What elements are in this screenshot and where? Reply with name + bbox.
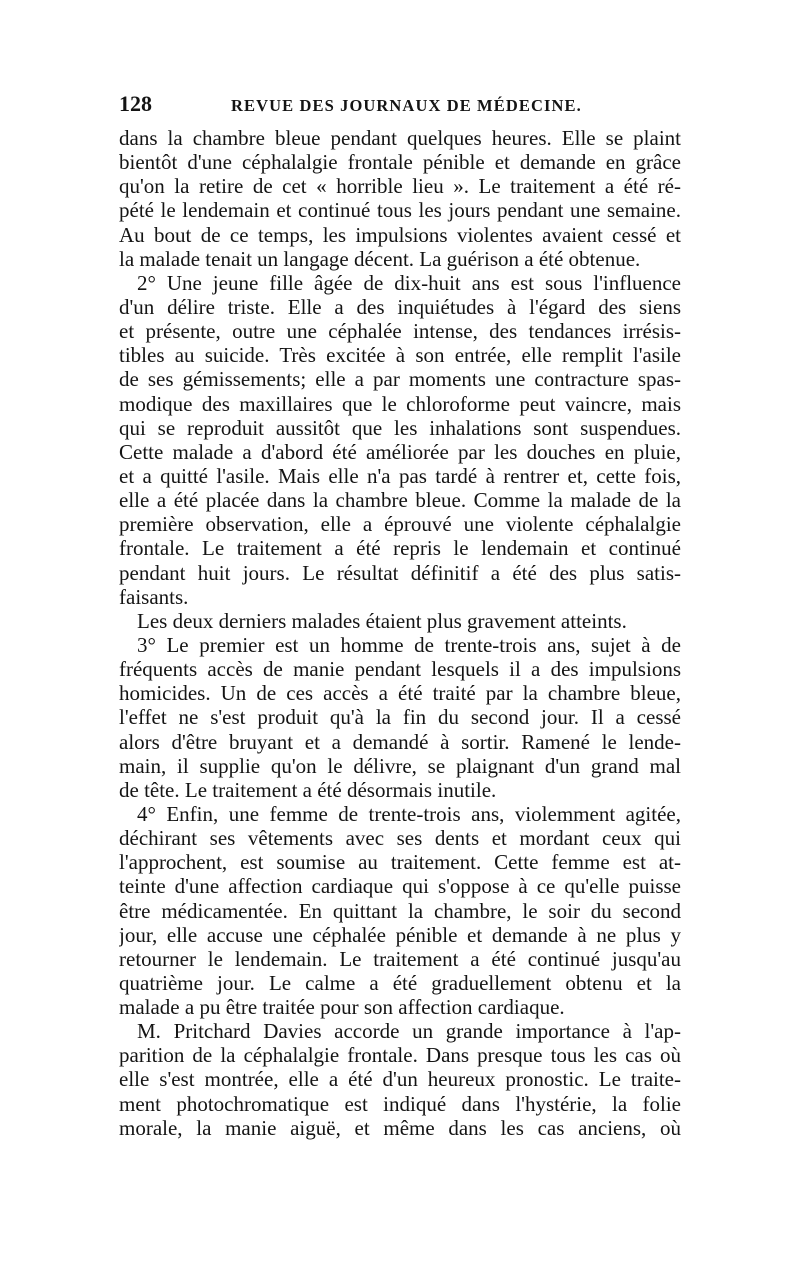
text-line: la malade tenait un langage décent. La guérison a été obtenue. [119,246,641,271]
text-line: homicides. Un de ces accès a été traité par la chambre bleue, [119,681,681,706]
text-line: 2° Une jeune fille âgée de dix-huit ans est sous l'influence [137,270,681,295]
text-line: morale, la manie aiguë, et même dans les cas anciens, où [119,1115,681,1140]
text-line: qui se reproduit aussitôt que les inhalations sont suspendues. [119,415,681,440]
text-line: pété le lendemain et continué tous les jours pendant une semaine. [119,198,681,223]
text-line: malade a pu être traitée pour son affection cardiaque. [119,995,565,1020]
text-line: déchirant ses vêtements avec ses dents et mordant ceux qui [119,826,681,851]
text-line: l'effet ne s'est produit qu'à la fin du second jour. Il a cessé [119,705,681,730]
text-line: modique des maxillaires que le chloroforme peut vaincre, mais [119,391,681,416]
text-line: parition de la céphalalgie frontale. Dans presque tous les cas où [119,1043,681,1068]
text-line: et a quitté l'asile. Mais elle n'a pas tardé à rentrer et, cette fois, [119,463,681,488]
text-line: l'approchent, est soumise au traitement. Cette femme est at- [119,850,681,875]
text-line: première observation, elle a éprouvé une violente céphalalgie [119,512,681,537]
text-line: main, il supplie qu'on le délivre, se plaignant d'un grand mal [119,753,681,778]
text-line: jour, elle accuse une céphalée pénible et demande à ne plus y [119,922,681,947]
text-line: faisants. [119,584,189,609]
text-line: alors d'être bruyant et a demandé à sortir. Ramené le lende- [119,729,681,754]
text-line: 4° Enfin, une femme de trente-trois ans, violemment agitée, [137,801,681,826]
running-title: REVUE DES JOURNAUX DE MÉDECINE. [231,96,582,115]
text-line: Cette malade a d'abord été améliorée par les douches en pluie, [119,439,681,464]
text-line: fréquents accès de manie pendant lesquels il a des impulsions [119,657,681,682]
text-line: M. Pritchard Davies accorde un grande importance à l'ap- [137,1019,681,1044]
text-line: tibles au suicide. Très excitée à son entrée, elle remplit l'asile [119,343,681,368]
text-line: dans la chambre bleue pendant quelques heures. Elle se plaint [119,126,681,150]
text-line: d'un délire triste. Elle a des inquiétudes à l'égard des siens [119,294,681,319]
text-line: pendant huit jours. Le résultat définitif a été des plus satis- [119,560,681,585]
text-line: quatrième jour. Le calme a été graduellement obtenu et la [119,970,681,995]
text-line: ment photochromatique est indiqué dans l'hystérie, la folie [119,1091,681,1116]
text-line: frontale. Le traitement a été repris le lendemain et continué [119,536,681,561]
text-line: de tête. Le traitement a été désormais inutile. [119,777,497,802]
text-line: retourner le lendemain. Le traitement a été continué jusqu'au [119,946,681,971]
text-line: Les deux derniers malades étaient plus gravement atteints. [137,608,627,633]
body-text [119,126,681,1140]
text-line: teinte d'une affection cardiaque qui s'oppose à ce qu'elle puisse [119,874,681,899]
text-line: 3° Le premier est un homme de trente-trois ans, sujet à de [137,632,681,657]
page-number: 128 [119,91,152,116]
text-line: être médicamentée. En quittant la chambre, le soir du second [119,898,681,923]
text-line: Au bout de ce temps, les impulsions violentes avaient cessé et [119,222,681,247]
text-line: qu'on la retire de cet « horrible lieu ». Le traitement a été ré- [119,174,681,199]
text-line: et présente, outre une céphalée intense, des tendances irrésis- [119,319,681,344]
text-line: elle s'est montrée, elle a été d'un heureux pronostic. Le traite- [119,1067,681,1092]
text-line: elle a été placée dans la chambre bleue. Comme la malade de la [119,488,681,513]
text-line: de ses gémissements; elle a par moments une contracture spas- [119,367,681,392]
text-line: bientôt d'une céphalalgie frontale pénible et demande en grâce [119,150,681,175]
